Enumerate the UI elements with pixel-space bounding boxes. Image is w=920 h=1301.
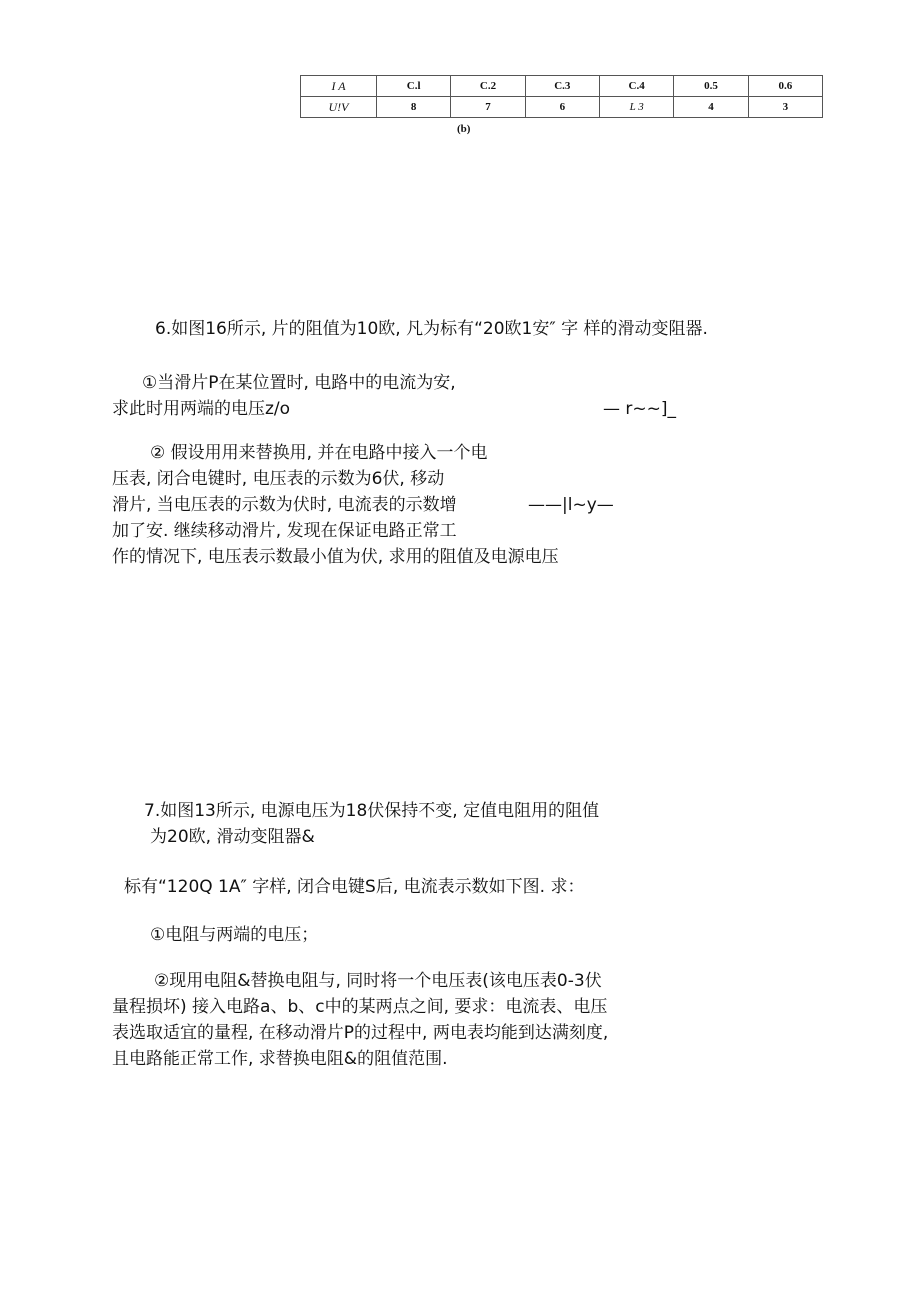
table-cell: C.4	[599, 76, 673, 97]
table-cell: 8	[377, 97, 451, 118]
q6-part1-line1: ①当滑片P在某位置时, 电路中的电流为安,	[142, 373, 456, 393]
q7-part1: ①电阻与两端的电压；	[150, 925, 319, 945]
q6-circuit-fragment-2: ——|l~y—	[528, 495, 614, 515]
data-table	[300, 75, 823, 118]
q6-part2-line1: ② 假设用用来替换用, 并在电路中接入一个电	[150, 443, 488, 463]
row-label: I A	[301, 76, 377, 97]
q6-circuit-fragment-1: — r~~]_	[603, 399, 677, 419]
q7-title-line2: 为20欧, 滑动变阻器&	[150, 827, 315, 847]
q7-title-line1: 7.如图13所示, 电源电压为18伏保持不变, 定值电阻用的阻值	[144, 801, 600, 821]
table-cell: 0.6	[748, 76, 822, 97]
table-cell: L 3	[599, 97, 673, 118]
q6-part2-line2: 压表, 闭合电键时, 电压表的示数为6伏, 移动	[112, 469, 445, 489]
table-cell: C.l	[377, 76, 451, 97]
table-cell: 0.5	[674, 76, 748, 97]
table-cell: 7	[451, 97, 525, 118]
q7-part2-line2: 量程损坏) 接入电路a、b、c中的某两点之间, 要求：电流表、电压	[112, 997, 608, 1017]
q7-part2-line4: 且电路能正常工作, 求替换电阻&的阻值范围.	[112, 1049, 448, 1069]
q7-title-line3: 标有“120Q 1A″ 字样, 闭合电键S后, 电流表示数如下图. 求：	[124, 877, 585, 897]
table-caption: (b)	[457, 123, 471, 135]
q6-title: 6.如图16所示, 片的阻值为10欧, 凡为标有“20欧1安″ 字 样的滑动变阻器.	[155, 319, 708, 339]
q6-part2-line3: 滑片, 当电压表的示数为伏时, 电流表的示数增	[112, 495, 457, 515]
table-cell: 6	[525, 97, 599, 118]
table-cell: C.2	[451, 76, 525, 97]
table-row	[301, 76, 823, 97]
row-label: U!V	[301, 97, 377, 118]
table-cell: C.3	[525, 76, 599, 97]
q6-part2-line4: 加了安. 继续移动滑片, 发现在保证电路正常工	[112, 521, 457, 541]
table-row	[301, 97, 823, 118]
q7-part2-line1: ②现用电阻&替换电阻与, 同时将一个电压表(该电压表0-3伏	[154, 971, 602, 991]
table-cell: 3	[748, 97, 822, 118]
q6-part1-line2: 求此时用两端的电压z/o	[112, 399, 291, 419]
q6-part2-line5: 作的情况下, 电压表示数最小值为伏, 求用的阻值及电源电压	[112, 547, 559, 567]
q7-part2-line3: 表选取适宜的量程, 在移动滑片P的过程中, 两电表均能到达满刻度,	[112, 1023, 609, 1043]
table-cell: 4	[674, 97, 748, 118]
